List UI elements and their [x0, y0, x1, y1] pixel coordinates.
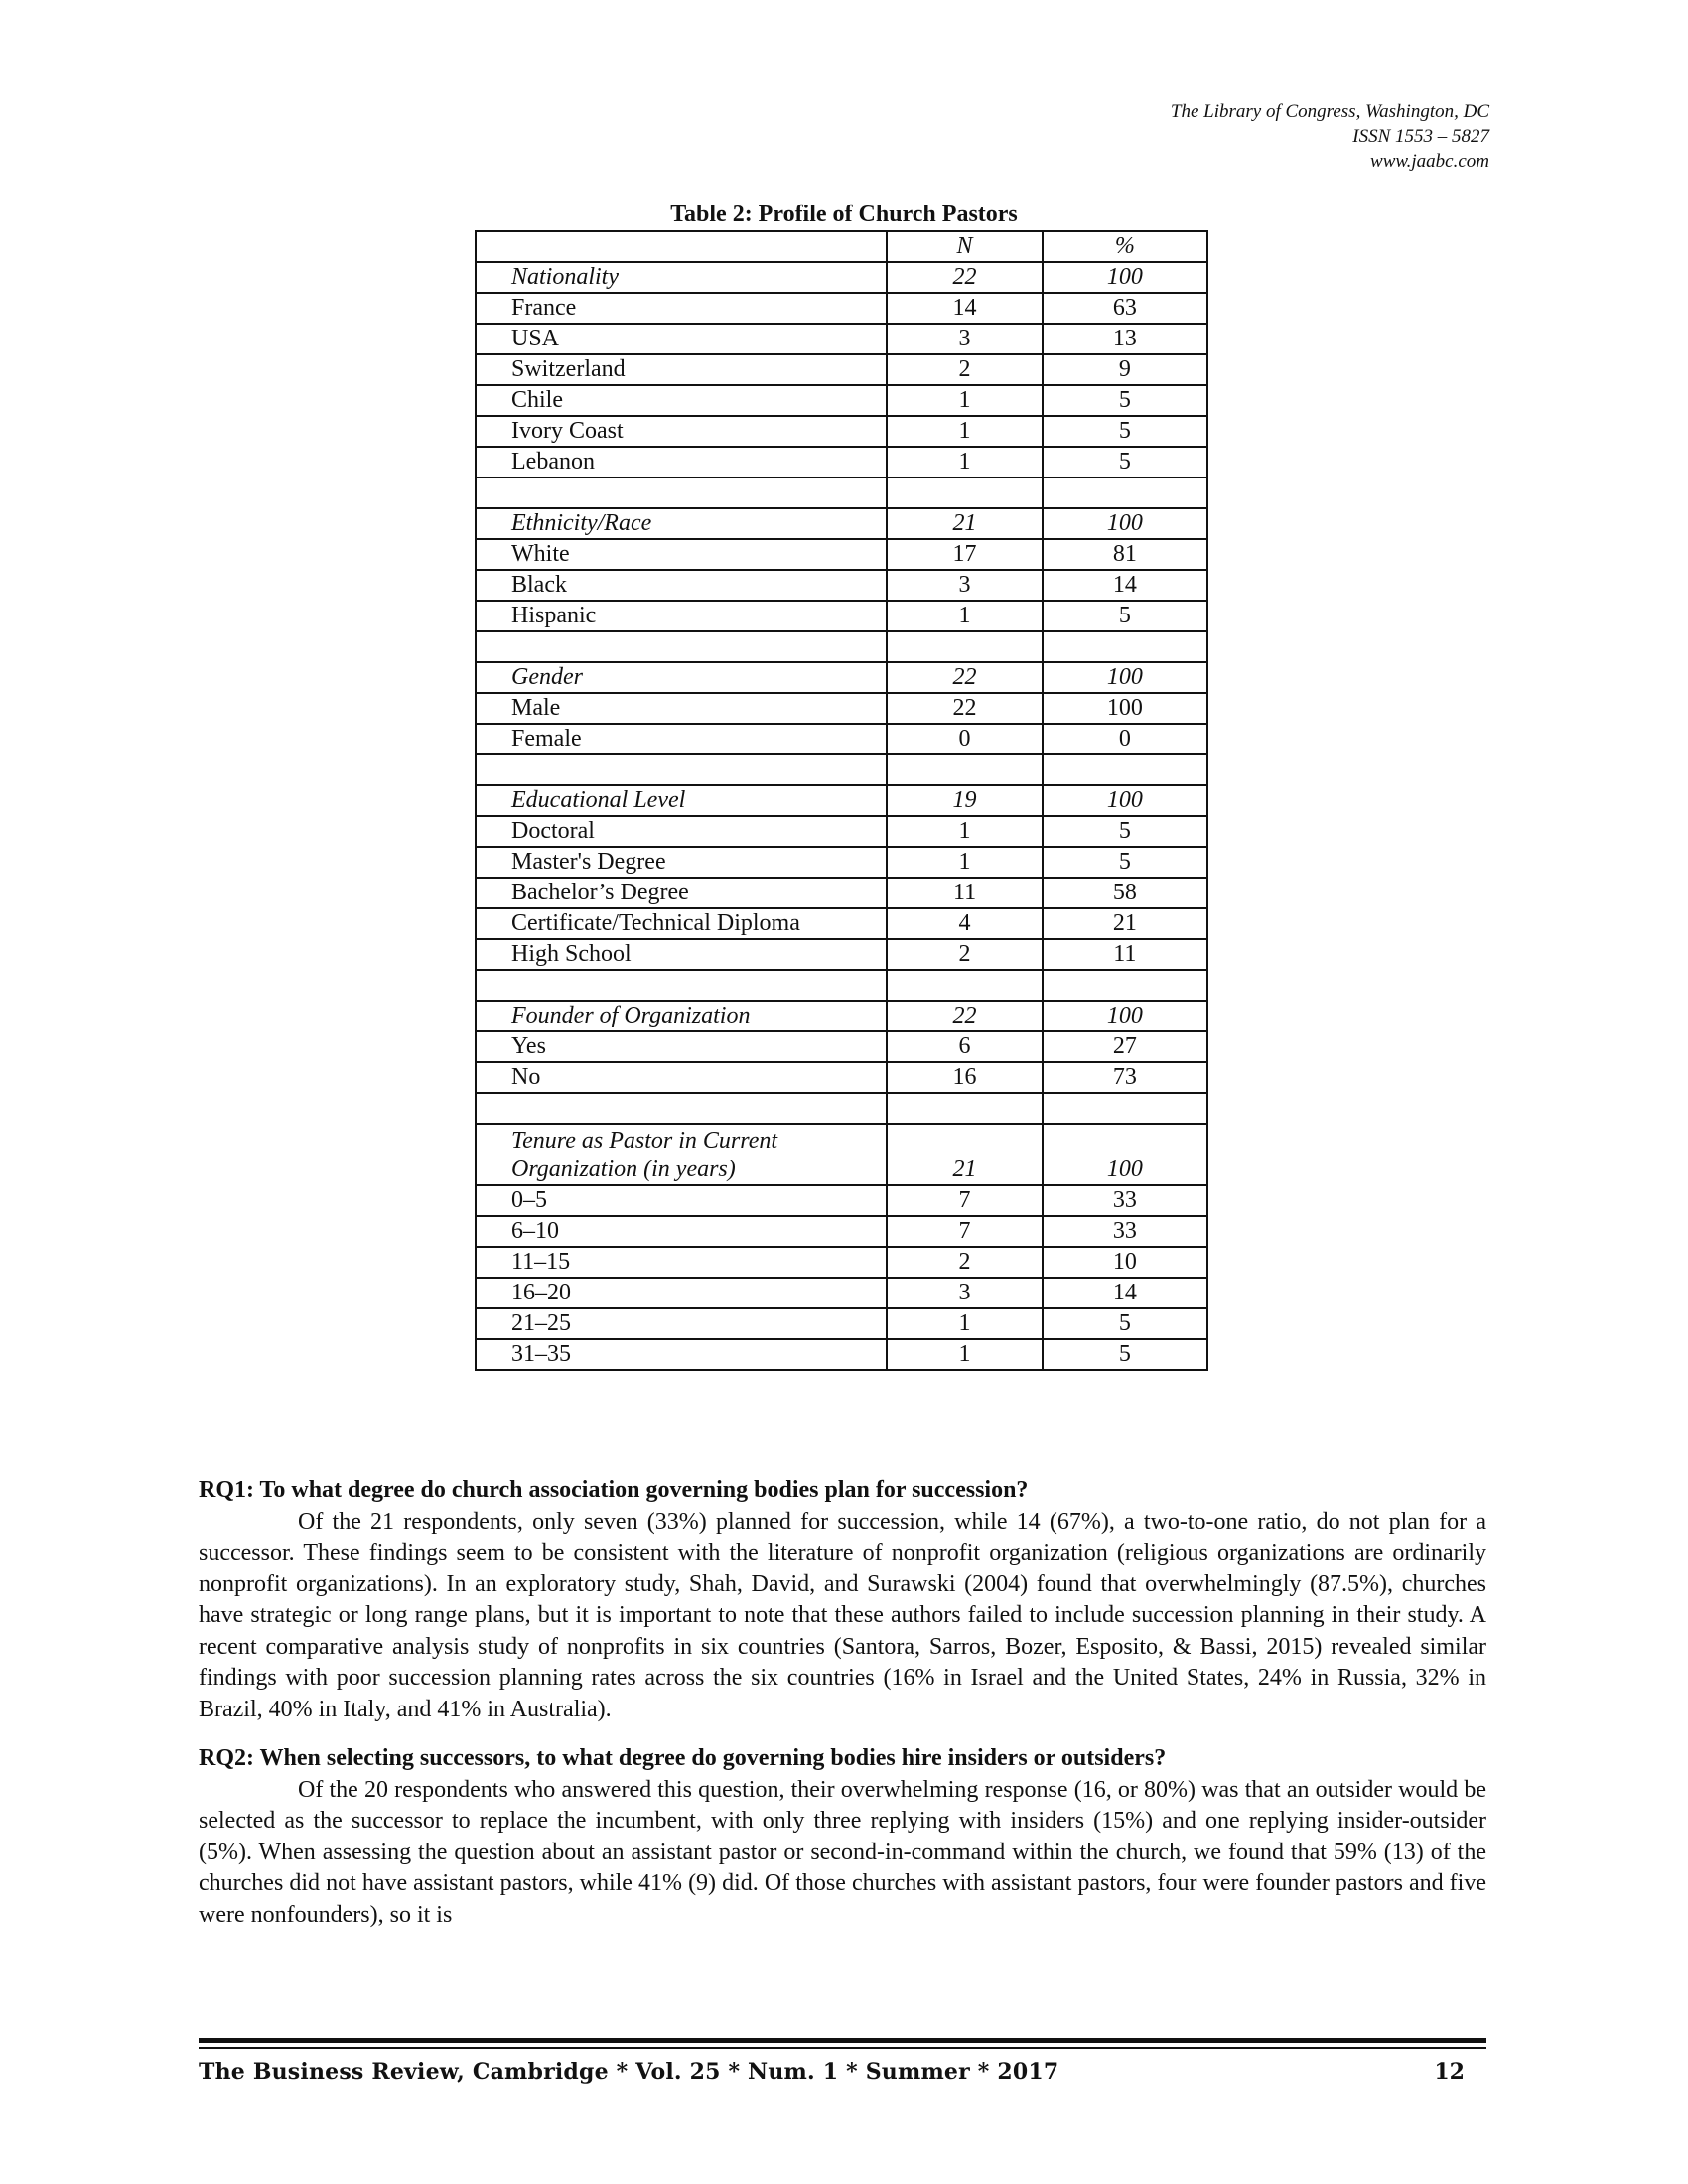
table-row — [476, 324, 1207, 354]
table-header-n: N — [887, 231, 1042, 262]
table-row — [476, 539, 1207, 570]
table-row-n: 3 — [887, 324, 1042, 354]
table-row — [476, 693, 1207, 724]
table-row-label: No — [476, 1062, 887, 1093]
table-group-row-n: 22 — [887, 662, 1042, 693]
footer-rule-thin — [199, 2047, 1486, 2049]
table-row-pct: 5 — [1043, 416, 1207, 447]
table-group-row-n: 19 — [887, 785, 1042, 816]
footer-journal: The Business Review, Cambridge * Vol. 25 * Num. 1 * Summer * 2017 — [199, 2059, 1059, 2085]
table-row-label: High School — [476, 939, 887, 970]
table-row-n: 1 — [887, 1339, 1042, 1370]
table-group-row-pct: 100 — [1043, 662, 1207, 693]
header-website: www.jaabc.com — [1370, 151, 1489, 172]
header-issn: ISSN 1553 – 5827 — [1352, 126, 1489, 147]
table-row-label: Female — [476, 724, 887, 754]
table-row-label: 31–35 — [476, 1339, 887, 1370]
table-group-row-n: 21 — [887, 508, 1042, 539]
table-row-label: Black — [476, 570, 887, 601]
table-spacer-row-label — [476, 631, 887, 662]
table-row-pct: 33 — [1043, 1185, 1207, 1216]
table-spacer-row — [476, 754, 1207, 785]
table-spacer-row-label — [476, 970, 887, 1001]
table-spacer-row-label — [476, 754, 887, 785]
table-spacer-row — [476, 631, 1207, 662]
table-group-row-pct: 100 — [1043, 262, 1207, 293]
table-row-pct: 5 — [1043, 601, 1207, 631]
table-row — [476, 601, 1207, 631]
page-number: 12 — [1434, 2059, 1465, 2085]
table-row — [476, 878, 1207, 908]
table-row — [476, 724, 1207, 754]
header-publisher: The Library of Congress, Washington, DC — [1170, 101, 1489, 122]
table-row-pct: 100 — [1043, 693, 1207, 724]
journal-header — [1171, 99, 1489, 174]
table-row-n: 1 — [887, 816, 1042, 847]
table-spacer-row-n — [887, 970, 1042, 1001]
table-row-pct: 58 — [1043, 878, 1207, 908]
table-row-pct: 14 — [1043, 570, 1207, 601]
table-row-label: USA — [476, 324, 887, 354]
table-row — [476, 416, 1207, 447]
table-row-n: 11 — [887, 878, 1042, 908]
table-row-n: 16 — [887, 1062, 1042, 1093]
table-row-label: Chile — [476, 385, 887, 416]
table-row-pct: 10 — [1043, 1247, 1207, 1278]
table-row-label: 6–10 — [476, 1216, 887, 1247]
table-row-label: Bachelor’s Degree — [476, 878, 887, 908]
table-group-row-n: 22 — [887, 262, 1042, 293]
table-row-label: Yes — [476, 1031, 887, 1062]
table-row-n: 3 — [887, 1278, 1042, 1308]
table-row-pct: 73 — [1043, 1062, 1207, 1093]
table-row — [476, 939, 1207, 970]
table-group-row-label: Founder of Organization — [476, 1001, 887, 1031]
body-text — [199, 1475, 1486, 1931]
table-group-row-label: Tenure as Pastor in Current Organization (in years) — [476, 1124, 887, 1185]
table-title: Table 2: Profile of Church Pastors — [670, 202, 1018, 227]
table-header-pct: % — [1043, 231, 1207, 262]
table-group-row — [476, 785, 1207, 816]
rq2-heading: RQ2: When selecting successors, to what degree do governing bodies hire insiders or outsiders? — [199, 1745, 1167, 1771]
table-row — [476, 1031, 1207, 1062]
table-row-n: 1 — [887, 601, 1042, 631]
table-row-pct: 13 — [1043, 324, 1207, 354]
table-spacer-row-label — [476, 1093, 887, 1124]
table-row-label: Switzerland — [476, 354, 887, 385]
table-row — [476, 1247, 1207, 1278]
table-row-pct: 63 — [1043, 293, 1207, 324]
table-header-label — [476, 231, 887, 262]
table-group-row — [476, 1001, 1207, 1031]
table-group-row-label: Ethnicity/Race — [476, 508, 887, 539]
table-row-label: Lebanon — [476, 447, 887, 478]
table-group-row-pct: 100 — [1043, 785, 1207, 816]
table-row — [476, 1062, 1207, 1093]
table-row-label: Hispanic — [476, 601, 887, 631]
table-row-pct: 33 — [1043, 1216, 1207, 1247]
table-row-label: 16–20 — [476, 1278, 887, 1308]
table-spacer-row — [476, 1093, 1207, 1124]
table-row-label: White — [476, 539, 887, 570]
table-row-pct: 5 — [1043, 385, 1207, 416]
table-spacer-row-pct — [1043, 970, 1207, 1001]
table-group-row-n: 21 — [887, 1124, 1042, 1185]
table-row-n: 7 — [887, 1185, 1042, 1216]
table-row-pct: 27 — [1043, 1031, 1207, 1062]
table-row-n: 3 — [887, 570, 1042, 601]
table-group-row — [476, 662, 1207, 693]
table-group-row-label: Gender — [476, 662, 887, 693]
table-row-n: 0 — [887, 724, 1042, 754]
table-group-row-pct: 100 — [1043, 1001, 1207, 1031]
table-row-n: 14 — [887, 293, 1042, 324]
table-spacer-row-pct — [1043, 1093, 1207, 1124]
table-row-pct: 5 — [1043, 816, 1207, 847]
table-group-row — [476, 1124, 1207, 1185]
table-row-pct: 9 — [1043, 354, 1207, 385]
table-row-n: 1 — [887, 416, 1042, 447]
table-row — [476, 816, 1207, 847]
table-row-n: 22 — [887, 693, 1042, 724]
table-row-label: 21–25 — [476, 1308, 887, 1339]
table-row-n: 2 — [887, 1247, 1042, 1278]
table-row — [476, 847, 1207, 878]
table-spacer-row-pct — [1043, 478, 1207, 508]
table-row-n: 1 — [887, 447, 1042, 478]
table-row-label: 0–5 — [476, 1185, 887, 1216]
table-row — [476, 447, 1207, 478]
table-row — [476, 1185, 1207, 1216]
table-row — [476, 293, 1207, 324]
table-row-pct: 81 — [1043, 539, 1207, 570]
table-row-n: 1 — [887, 847, 1042, 878]
table-row-n: 2 — [887, 354, 1042, 385]
table-spacer-row-n — [887, 478, 1042, 508]
table-row — [476, 570, 1207, 601]
table-group-row-pct: 100 — [1043, 508, 1207, 539]
table-group-row-label: Educational Level — [476, 785, 887, 816]
table-row-label: Certificate/Technical Diploma — [476, 908, 887, 939]
table-spacer-row — [476, 970, 1207, 1001]
table-row-pct: 0 — [1043, 724, 1207, 754]
table-header-row — [476, 231, 1207, 262]
table-row-pct: 5 — [1043, 847, 1207, 878]
table-row-pct: 5 — [1043, 1308, 1207, 1339]
table-spacer-row-pct — [1043, 631, 1207, 662]
rq1-paragraph: Of the 21 respondents, only seven (33%) planned for succession, while 14 (67%), a two-to-one ratio, do not plan for a successor. These findings seem to be consistent with the literature of nonprofit organization (religious organizations are ordinarily nonprofit organizations). In an exploratory study, Shah, David, and Surawski (2004) found that overwhelmingly (87.5%), churches have strategic or long range plans, but it is important to note that these authors failed to include succession planning in their study. A recent comparative analysis study of nonprofits in six countries (Santora, Sarros, Bozer, Esposito, & Bassi, 2015) revealed similar findings with poor succession planning rates across the six countries (16% in Israel and the United States, 24% in Russia, 32% in Brazil, 40% in Italy, and 41% in Australia). — [199, 1508, 1486, 1722]
table-group-row-n: 22 — [887, 1001, 1042, 1031]
table-row-n: 7 — [887, 1216, 1042, 1247]
table-row-pct: 21 — [1043, 908, 1207, 939]
table-row-label: Ivory Coast — [476, 416, 887, 447]
table-row — [476, 1216, 1207, 1247]
table-row — [476, 385, 1207, 416]
table-group-row — [476, 508, 1207, 539]
table-row-label: France — [476, 293, 887, 324]
table-spacer-row-label — [476, 478, 887, 508]
table-spacer-row-n — [887, 631, 1042, 662]
rq2-paragraph: Of the 20 respondents who answered this question, their overwhelming response (16, or 80%) was that an outsider would be selected as the successor to replace the incumbent, with only three replying with insiders (15%) and one replying insider-outsider (5%). When assessing the question about an assistant pastor or second-in-command within the church, we found that 59% (13) of the churches did not have assistant pastors, while 41% (9) did. Of those churches with assistant pastors, four were founder pastors and five were nonfounders), so it is — [199, 1776, 1486, 1928]
table-spacer-row-n — [887, 1093, 1042, 1124]
profile-table — [475, 230, 1208, 1371]
table-row-label: Master's Degree — [476, 847, 887, 878]
table-row-n: 1 — [887, 385, 1042, 416]
table-spacer-row-pct — [1043, 754, 1207, 785]
table-group-row-pct: 100 — [1043, 1124, 1207, 1185]
table-spacer-row — [476, 478, 1207, 508]
table-spacer-row-n — [887, 754, 1042, 785]
table-row-label: Male — [476, 693, 887, 724]
table-row — [476, 354, 1207, 385]
table-group-row — [476, 262, 1207, 293]
footer-rule-thick — [199, 2038, 1486, 2043]
table-row-n: 1 — [887, 1308, 1042, 1339]
table-row-n: 4 — [887, 908, 1042, 939]
table-row-n: 2 — [887, 939, 1042, 970]
table-row-n: 17 — [887, 539, 1042, 570]
table-row-label: 11–15 — [476, 1247, 887, 1278]
table-row — [476, 1339, 1207, 1370]
table-row-pct: 5 — [1043, 1339, 1207, 1370]
table-row-pct: 5 — [1043, 447, 1207, 478]
table-row — [476, 1278, 1207, 1308]
table-row-pct: 11 — [1043, 939, 1207, 970]
rq1-heading: RQ1: To what degree do church association governing bodies plan for succession? — [199, 1477, 1029, 1503]
table-row — [476, 1308, 1207, 1339]
table-row — [476, 908, 1207, 939]
table-group-row-label: Nationality — [476, 262, 887, 293]
table-row-pct: 14 — [1043, 1278, 1207, 1308]
table-row-label: Doctoral — [476, 816, 887, 847]
table-row-n: 6 — [887, 1031, 1042, 1062]
